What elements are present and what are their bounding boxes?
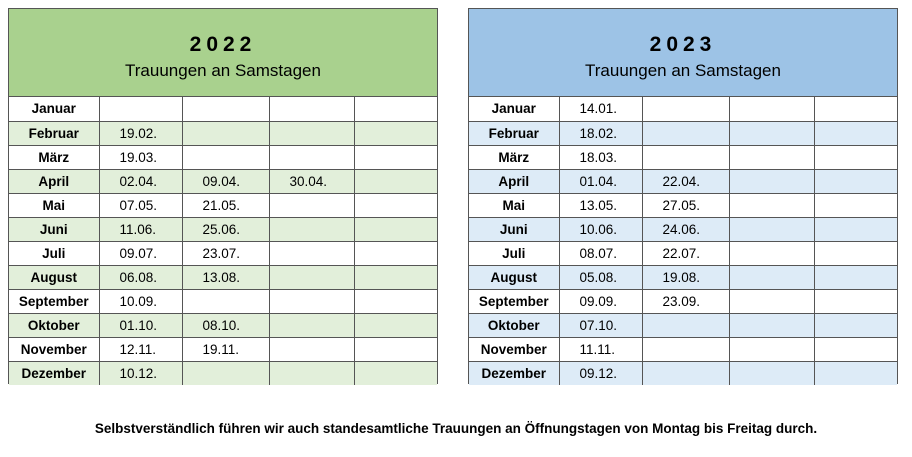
month-label: März	[9, 145, 99, 169]
date-cell	[354, 361, 437, 385]
month-label: November	[9, 337, 99, 361]
month-label: Mai	[469, 193, 559, 217]
date-cell: 18.03.	[559, 145, 642, 169]
table-row	[9, 289, 437, 313]
table-row	[9, 361, 437, 385]
date-cell	[814, 217, 897, 241]
month-label: September	[9, 289, 99, 313]
table-row	[9, 121, 437, 145]
table-row	[469, 97, 897, 121]
calendar-2022-header	[9, 9, 437, 97]
year-title: 2022	[189, 33, 257, 56]
table-row	[469, 337, 897, 361]
date-cell	[814, 265, 897, 289]
month-label: Juni	[9, 217, 99, 241]
date-cell	[642, 97, 729, 121]
table-row	[469, 217, 897, 241]
date-cell	[729, 289, 814, 313]
date-cell: 23.09.	[642, 289, 729, 313]
table-row	[469, 361, 897, 385]
date-cell: 11.11.	[559, 337, 642, 361]
date-cell: 07.05.	[99, 193, 182, 217]
date-cell: 08.10.	[182, 313, 269, 337]
dates-table-2022	[9, 97, 437, 385]
date-cell: 10.06.	[559, 217, 642, 241]
date-cell	[182, 97, 269, 121]
table-row	[9, 169, 437, 193]
date-cell	[269, 145, 354, 169]
month-label: Dezember	[469, 361, 559, 385]
month-label: April	[9, 169, 99, 193]
month-label: Juli	[469, 241, 559, 265]
table-row	[9, 193, 437, 217]
date-cell: 05.08.	[559, 265, 642, 289]
date-cell	[354, 97, 437, 121]
table-row	[469, 289, 897, 313]
date-cell	[729, 265, 814, 289]
date-cell: 22.04.	[642, 169, 729, 193]
date-cell	[729, 121, 814, 145]
date-cell	[729, 97, 814, 121]
date-cell: 10.12.	[99, 361, 182, 385]
date-cell	[269, 289, 354, 313]
date-cell	[99, 97, 182, 121]
calendar-2023-header	[469, 9, 897, 97]
date-cell	[354, 193, 437, 217]
date-cell: 01.10.	[99, 313, 182, 337]
date-cell	[354, 121, 437, 145]
month-label: März	[469, 145, 559, 169]
date-cell	[269, 337, 354, 361]
date-cell	[814, 313, 897, 337]
date-cell: 07.10.	[559, 313, 642, 337]
date-cell	[642, 361, 729, 385]
footer-note: Selbstverständlich führen wir auch standesamtliche Trauungen an Öffnungstagen von Montag bis Freitag durch.	[94, 421, 818, 436]
date-cell	[642, 145, 729, 169]
date-cell	[354, 313, 437, 337]
table-row	[469, 265, 897, 289]
date-cell: 09.12.	[559, 361, 642, 385]
date-cell	[814, 121, 897, 145]
date-cell	[354, 217, 437, 241]
date-cell	[354, 145, 437, 169]
date-cell	[814, 145, 897, 169]
table-row	[9, 97, 437, 121]
month-label: Januar	[9, 97, 99, 121]
date-cell: 08.07.	[559, 241, 642, 265]
table-row	[9, 313, 437, 337]
month-label: September	[469, 289, 559, 313]
date-cell: 11.06.	[99, 217, 182, 241]
date-cell	[729, 217, 814, 241]
date-cell	[269, 121, 354, 145]
date-cell: 01.04.	[559, 169, 642, 193]
date-cell	[729, 145, 814, 169]
date-cell	[814, 169, 897, 193]
table-row	[469, 313, 897, 337]
date-cell: 30.04.	[269, 169, 354, 193]
date-cell: 10.09.	[99, 289, 182, 313]
date-cell	[182, 121, 269, 145]
month-label: November	[469, 337, 559, 361]
month-label: Dezember	[9, 361, 99, 385]
date-cell: 19.03.	[99, 145, 182, 169]
date-cell: 06.08.	[99, 265, 182, 289]
date-cell: 09.07.	[99, 241, 182, 265]
date-cell	[814, 361, 897, 385]
calendar-subtitle: Trauungen an Samstagen	[585, 61, 781, 80]
month-label: Mai	[9, 193, 99, 217]
date-cell: 19.11.	[182, 337, 269, 361]
date-cell: 23.07.	[182, 241, 269, 265]
date-cell: 13.05.	[559, 193, 642, 217]
date-cell	[354, 169, 437, 193]
month-label: August	[469, 265, 559, 289]
date-cell	[269, 361, 354, 385]
date-cell	[182, 361, 269, 385]
date-cell	[729, 241, 814, 265]
date-cell: 19.02.	[99, 121, 182, 145]
date-cell: 09.09.	[559, 289, 642, 313]
dates-table-2023	[469, 97, 897, 385]
month-label: Februar	[469, 121, 559, 145]
date-cell	[354, 289, 437, 313]
date-cell	[269, 241, 354, 265]
date-cell	[729, 337, 814, 361]
date-cell	[642, 313, 729, 337]
month-label: August	[9, 265, 99, 289]
table-row	[9, 145, 437, 169]
date-cell	[814, 193, 897, 217]
date-cell	[814, 241, 897, 265]
date-cell: 02.04.	[99, 169, 182, 193]
calendar-subtitle: Trauungen an Samstagen	[125, 61, 321, 80]
date-cell: 24.06.	[642, 217, 729, 241]
date-cell	[729, 313, 814, 337]
table-row	[9, 217, 437, 241]
month-label: Juli	[9, 241, 99, 265]
table-row	[469, 169, 897, 193]
date-cell	[642, 337, 729, 361]
calendar-2022	[8, 8, 438, 384]
date-cell: 22.07.	[642, 241, 729, 265]
table-row	[9, 337, 437, 361]
date-cell	[269, 217, 354, 241]
date-cell: 21.05.	[182, 193, 269, 217]
date-cell: 13.08.	[182, 265, 269, 289]
month-label: Januar	[469, 97, 559, 121]
date-cell	[354, 337, 437, 361]
date-cell	[729, 193, 814, 217]
year-title: 2023	[649, 33, 717, 56]
date-cell	[354, 241, 437, 265]
date-cell	[814, 337, 897, 361]
date-cell	[814, 289, 897, 313]
month-label: Oktober	[9, 313, 99, 337]
date-cell	[642, 121, 729, 145]
date-cell	[269, 97, 354, 121]
date-cell: 12.11.	[99, 337, 182, 361]
date-cell: 18.02.	[559, 121, 642, 145]
table-row	[469, 241, 897, 265]
date-cell	[269, 265, 354, 289]
date-cell	[182, 289, 269, 313]
table-row	[469, 145, 897, 169]
month-label: Oktober	[469, 313, 559, 337]
date-cell	[354, 265, 437, 289]
date-cell: 19.08.	[642, 265, 729, 289]
date-cell: 27.05.	[642, 193, 729, 217]
date-cell	[269, 193, 354, 217]
date-cell: 25.06.	[182, 217, 269, 241]
date-cell: 09.04.	[182, 169, 269, 193]
date-cell	[269, 313, 354, 337]
month-label: April	[469, 169, 559, 193]
table-row	[469, 193, 897, 217]
table-row	[469, 121, 897, 145]
month-label: Februar	[9, 121, 99, 145]
table-row	[9, 265, 437, 289]
calendar-2023	[468, 8, 898, 384]
table-row	[9, 241, 437, 265]
date-cell	[729, 361, 814, 385]
date-cell	[814, 97, 897, 121]
date-cell	[729, 169, 814, 193]
date-cell: 14.01.	[559, 97, 642, 121]
month-label: Juni	[469, 217, 559, 241]
date-cell	[182, 145, 269, 169]
